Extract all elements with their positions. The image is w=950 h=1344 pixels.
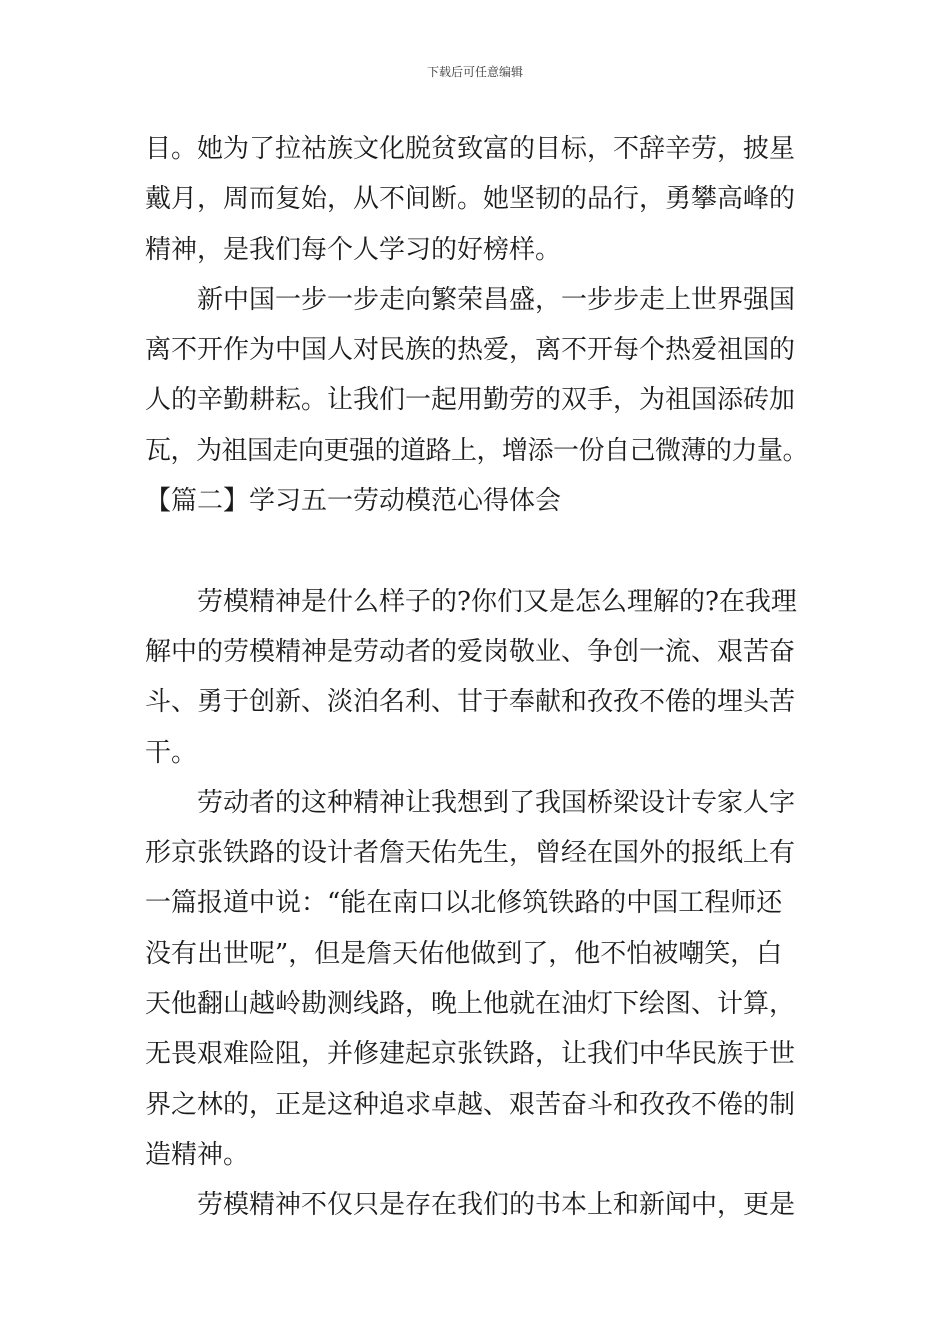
text-line: 瓦，为祖国走向更强的道路上，增添一份自己微薄的力量。 bbox=[145, 435, 809, 466]
paragraph-first-line: 劳模精神是什么样子的?你们又是怎么理解的?在我理 bbox=[197, 586, 797, 617]
text-line: 解中的劳模精神是劳动者的爱岗敬业、争创一流、艰苦奋 bbox=[145, 636, 796, 667]
text-line: 没有出世呢”，但是詹天佑他做到了，他不怕被嘲笑，白 bbox=[145, 938, 783, 969]
text-line: 离不开作为中国人对民族的热爱，离不开每个热爱祖国的 bbox=[145, 335, 796, 366]
text-line: 斗、勇于创新、淡泊名利、甘于奉献和孜孜不倦的埋头苦 bbox=[145, 687, 796, 718]
text-line: 无畏艰难险阻，并修建起京张铁路，让我们中华民族于世 bbox=[145, 1039, 796, 1070]
text-line: 界之林的，正是这种追求卓越、艰苦奋斗和孜孜不倦的制 bbox=[145, 1089, 796, 1120]
text-line: 一篇报道中说：“能在南口以北修筑铁路的中国工程师还 bbox=[145, 888, 783, 919]
blank-line bbox=[145, 526, 810, 576]
text-line: 戴月，周而复始，从不间断。她坚韧的品行，勇攀高峰的 bbox=[145, 184, 796, 215]
text-line: 天他翻山越岭勘测线路，晚上他就在油灯下绘图、计算， bbox=[145, 989, 796, 1020]
header-note: 下载后可任意编辑 bbox=[426, 65, 523, 79]
paragraph-first-line: 劳动者的这种精神让我想到了我国桥梁设计专家人字 bbox=[197, 787, 796, 818]
section-heading: 【篇二】学习五一劳动模范心得体会 bbox=[145, 486, 562, 517]
text-line: 干。 bbox=[145, 737, 198, 768]
text-line: 目。她为了拉祜族文化脱贫致富的目标，不辞辛劳，披星 bbox=[145, 134, 796, 164]
document-body bbox=[145, 124, 810, 1231]
paragraph-first-line: 劳模精神不仅只是存在我们的书本上和新闻中，更是 bbox=[197, 1190, 796, 1221]
text-line: 精神，是我们每个人学习的好榜样。 bbox=[145, 234, 562, 265]
text-line: 造精神。 bbox=[145, 1139, 250, 1170]
text-line: 形京张铁路的设计者詹天佑先生，曾经在国外的报纸上有 bbox=[145, 838, 796, 869]
paragraph-first-line: 新中国一步一步走向繁荣昌盛，一步步走上世界强国 bbox=[197, 284, 796, 315]
text-line: 人的辛勤耕耘。让我们一起用勤劳的双手，为祖国添砖加 bbox=[145, 385, 796, 416]
